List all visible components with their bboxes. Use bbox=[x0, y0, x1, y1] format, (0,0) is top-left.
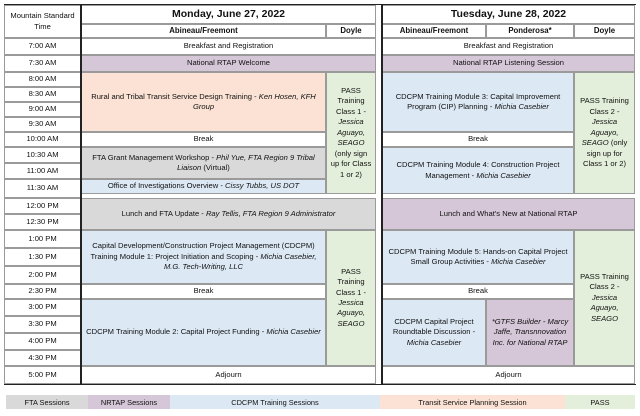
tue-cdcpm3-speaker: Michia Casebier bbox=[494, 102, 549, 111]
time-slot: 8:30 AM bbox=[4, 87, 81, 102]
time-slot: 1:00 PM bbox=[4, 230, 81, 248]
tue-cdcpm-module4 bbox=[382, 147, 574, 194]
time-slot: 12:30 PM bbox=[4, 214, 81, 230]
time-slot: 11:00 AM bbox=[4, 163, 81, 179]
time-slot: 5:00 PM bbox=[4, 366, 81, 384]
monday-room-abineau: Abineau/Freemont bbox=[81, 24, 326, 38]
tue-adjourn: Adjourn bbox=[382, 366, 635, 384]
mon-oig-title: Office of Investigations Overview - bbox=[107, 181, 226, 191]
tue-roundtable bbox=[382, 299, 486, 366]
mon-oig-speaker: Cissy Tubbs, US DOT bbox=[225, 181, 300, 191]
tue-lunch-rtap: Lunch and What's New at National RTAP bbox=[382, 198, 635, 230]
mon-oig-overview bbox=[81, 179, 326, 194]
legend-transit: Transit Service Planning Session bbox=[380, 395, 565, 409]
monday-room-doyle: Doyle bbox=[326, 24, 376, 38]
mon-cdcpm-module1 bbox=[81, 230, 326, 284]
tue-break-pm: Break bbox=[382, 284, 574, 299]
mon-rural-speaker: Ken Hosen, KFH Group bbox=[192, 91, 316, 111]
mountain-time-header: Mountain Standard Time bbox=[4, 5, 81, 38]
mon-fta-workshop bbox=[81, 147, 326, 179]
mon-pass-pm bbox=[326, 230, 376, 366]
tue-roundtable-speaker: Michia Casebier bbox=[406, 337, 462, 347]
time-slot: 10:00 AM bbox=[4, 132, 81, 147]
mon-cdcpm1-title: Capital Development/Construction Project Management (CDCPM) Training Module 1: Project Initiation and Scoping - bbox=[90, 241, 315, 261]
mon-adjourn: Adjourn bbox=[81, 366, 376, 384]
mon-pass-am-title: PASS Training Class 1 - bbox=[336, 85, 366, 116]
mon-breakfast: Breakfast and Registration bbox=[81, 38, 376, 55]
time-slot: 4:00 PM bbox=[4, 333, 81, 350]
time-slot: 7:00 AM bbox=[4, 38, 81, 55]
tue-roundtable-title: CDCPM Capital Project Roundtable Discussion - bbox=[392, 316, 476, 337]
tue-cdcpm4-speaker: Michia Casebier bbox=[476, 170, 531, 180]
tue-pass-am-note: (only sign up for Class 1 or 2) bbox=[582, 138, 628, 169]
legend-cdcpm: CDCPM Training Sessions bbox=[170, 395, 380, 409]
monday-header: Monday, June 27, 2022 bbox=[81, 5, 376, 24]
tuesday-room-abineau: Abineau/Freemont bbox=[382, 24, 486, 38]
mon-pass-am-note: (only sign up for Class 1 or 2) bbox=[330, 148, 372, 179]
tue-cdcpm-module3 bbox=[382, 72, 574, 132]
mon-fta-title: FTA Grant Management Workshop - bbox=[92, 152, 217, 162]
legend-fta: FTA Sessions bbox=[6, 395, 88, 409]
time-slot: 4:30 PM bbox=[4, 350, 81, 366]
mon-lunch-title: Lunch and FTA Update - bbox=[121, 208, 206, 218]
day-separator-right bbox=[381, 5, 383, 384]
time-slot: 10:30 AM bbox=[4, 147, 81, 163]
tue-breakfast: Breakfast and Registration bbox=[382, 38, 635, 55]
mon-break-am: Break bbox=[81, 132, 326, 147]
mon-fta-note: (Virtual) bbox=[201, 163, 230, 172]
mon-cdcpm1-speaker: Michia Casebier, M.G. Tech-Writing, LLC bbox=[163, 251, 317, 272]
tue-pass-am-speaker: Jessica Aguayo, SEAGO bbox=[581, 117, 619, 148]
mon-cdcpm2-title: CDCPM Training Module 2: Capital Project Funding - bbox=[86, 327, 267, 337]
time-slot: 8:00 AM bbox=[4, 72, 81, 87]
time-slot: 11:30 AM bbox=[4, 179, 81, 198]
mon-fta-speaker: Phil Yue, FTA Region 9 Tribal Liaison bbox=[177, 152, 315, 172]
table-border-bottom bbox=[4, 384, 636, 385]
tuesday-header: Tuesday, June 28, 2022 bbox=[382, 5, 635, 24]
mon-pass-am bbox=[326, 72, 376, 194]
tuesday-room-ponderosa: Ponderosa* bbox=[486, 24, 574, 38]
mon-pass-pm-speaker: Jessica Aguayo, SEAGO bbox=[337, 298, 365, 328]
tue-cdcpm3-title: CDCPM Training Module 3: Capital Improvement Program (CIP) Planning - bbox=[395, 91, 561, 111]
legend-nrtap: NRTAP Sessions bbox=[88, 395, 170, 409]
tuesday-room-doyle: Doyle bbox=[574, 24, 635, 38]
time-slot: 3:30 PM bbox=[4, 316, 81, 333]
time-slot: 9:30 AM bbox=[4, 117, 81, 132]
time-slot: 2:00 PM bbox=[4, 266, 81, 284]
tue-pass-am-title: PASS Training Class 2 - bbox=[580, 96, 629, 116]
tue-rtap-listening: National RTAP Listening Session bbox=[382, 55, 635, 72]
table-border-top bbox=[4, 4, 636, 5]
time-slot: 7:30 AM bbox=[4, 55, 81, 72]
day-separator-left bbox=[80, 5, 82, 384]
mon-lunch-speaker: Ray Tellis, FTA Region 9 Administrator bbox=[205, 208, 336, 218]
mon-pass-am-speaker: Jessica Aguayo, SEAGO bbox=[337, 117, 365, 148]
tue-cdcpm5-speaker: Michia Casebier bbox=[491, 257, 546, 266]
mon-pass-pm-title: PASS Training Class 1 - bbox=[336, 266, 366, 297]
time-slot: 1:30 PM bbox=[4, 248, 81, 266]
time-slot: 12:00 PM bbox=[4, 198, 81, 214]
mon-cdcpm-module2 bbox=[81, 299, 326, 366]
time-slot: 2:30 PM bbox=[4, 284, 81, 299]
tue-gtfs-text: *GTFS Builder - Marcy Jaffe, Transnnovation Inc. for National RTAP bbox=[491, 316, 569, 347]
mon-rtap-welcome: National RTAP Welcome bbox=[81, 55, 376, 72]
legend-pass: PASS bbox=[565, 395, 635, 409]
mon-break-pm: Break bbox=[81, 284, 326, 299]
tue-pass-pm-title: PASS Training Class 2 - bbox=[580, 271, 629, 292]
tue-cdcpm-module5 bbox=[382, 230, 574, 284]
mon-lunch-fta-update bbox=[81, 198, 376, 230]
mon-rural-title: Rural and Tribal Transit Service Design Training - bbox=[91, 91, 259, 101]
mon-cdcpm2-speaker: Michia Casebier bbox=[266, 327, 321, 337]
tue-pass-am bbox=[574, 72, 635, 194]
tue-cdcpm5-title: CDCPM Training Module 5: Hands-on Capital Project Small Group Activities - bbox=[388, 246, 568, 266]
tue-pass-pm-speaker: Jessica Aguayo, SEAGO bbox=[590, 292, 619, 323]
mon-rural-tribal-session bbox=[81, 72, 326, 132]
time-slot: 9:00 AM bbox=[4, 102, 81, 117]
time-slot: 3:00 PM bbox=[4, 299, 81, 316]
tue-break-am: Break bbox=[382, 132, 574, 147]
tue-cdcpm4-title: CDCPM Training Module 4: Construction Project Management - bbox=[396, 160, 560, 180]
tue-pass-pm bbox=[574, 230, 635, 366]
tue-gtfs-builder bbox=[486, 299, 574, 366]
